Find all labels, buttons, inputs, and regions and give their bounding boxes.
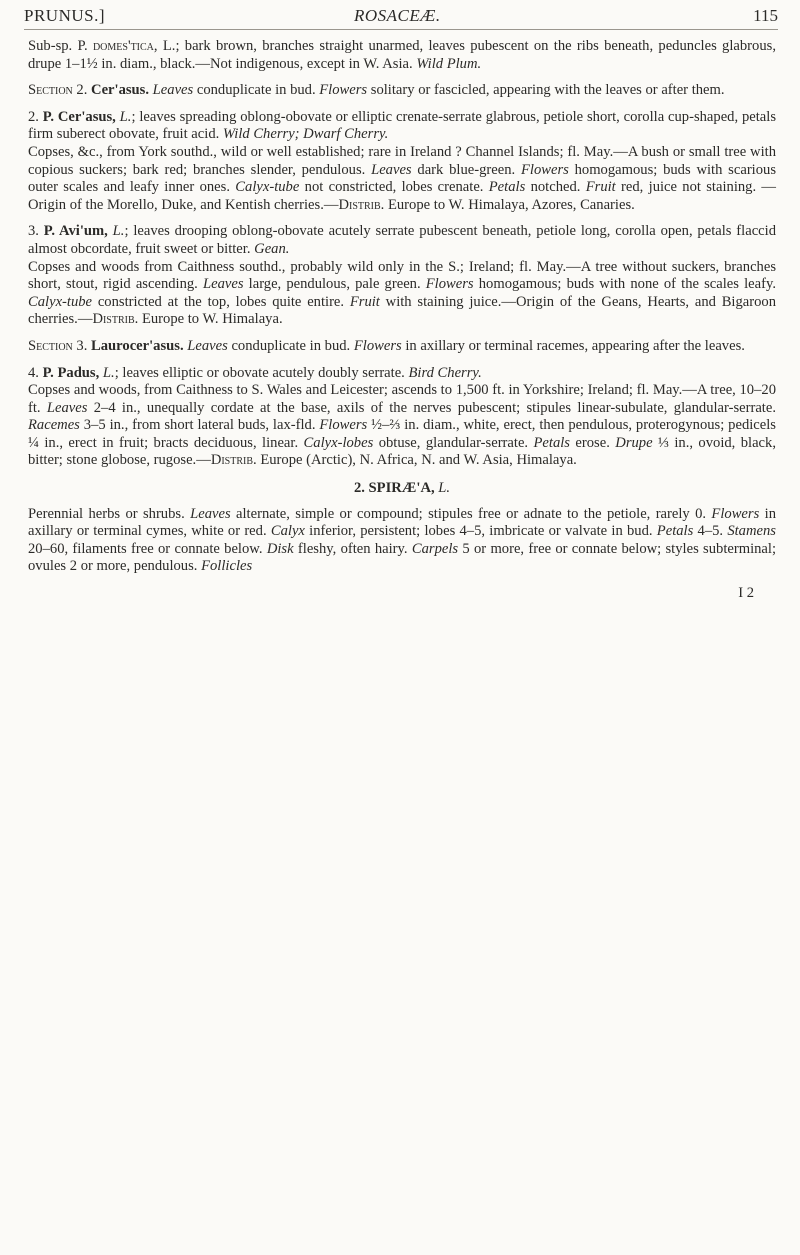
subspecies-domestica: Sub-sp. P. domes'tica, L.; bark brown, branches straight unarmed, leaves pubescent on the ribs beneath, peduncles glabrous, drupe 1–1½ in. diam., black.—Not indigenous, except in W. Asia. Wild Plum. — [28, 38, 776, 72]
header-rule — [24, 29, 778, 30]
signature-mark: I 2 — [738, 585, 754, 602]
genus-heading: 2. SPIRÆ'A, L. — [353, 480, 451, 497]
species-cerasus: 2. P. Cer'asus, L.; leaves spreading oblong-obovate or elliptic crenate-serrate glabrous, petiole short, corolla cup-shaped, petals firm suberect obovate, fruit acid. Wild Cherry; Dwarf Cherry. Copses, &c., from York southd., wild or well established; rare in Ireland ? Channel Islands; fl. May.—A bush or small tree with copious suckers; bark red; branches slender, pendulous. Leaves dark blue-green. Flowers homogamous; buds with scarious outer scales and leafy inner ones. Calyx-tube not constricted, lobes crenate. Petals notched. Fruit red, juice not staining. —Origin of the Morello, Duke, and Kentish cherries.—Distrib. Europe to W. Himalaya, Azores, Canaries. — [28, 108, 777, 213]
species-avium: 3. P. Avi'um, L.; leaves drooping oblong-obovate acutely serrate pubescent beneath, petiole long, corolla open, petals flaccid almost obcordate, fruit sweet or bitter. Gean. Copses and woods from Caithness southd., probably wild only in the S.; Ireland; fl. May.—A tree without suckers, branches short, stout, rigid ascending. Leaves large, pendulous, pale green. Flowers homogamous; buds with none of the scales leafy. Calyx-tube constricted at the top, lobes quite entire. Fruit with staining juice.—Origin of the Geans, Hearts, and Bigaroon cherries.—Distrib. Europe to W. Himalaya. — [28, 223, 777, 328]
section-cerasus: Section 2. Cer'asus. Leaves conduplicate in bud. Flowers solitary or fascicled, appearing with the leaves or after them. — [28, 82, 725, 99]
running-header — [24, 4, 778, 28]
header-genus: PRUNUS.] — [24, 6, 105, 25]
header-family: ROSACEÆ. — [354, 6, 441, 25]
section-laurocerasus: Section 3. Laurocer'asus. Leaves conduplicate in bud. Flowers in axillary or terminal racemes, appearing after the leaves. — [28, 337, 745, 354]
page-body — [28, 38, 776, 603]
genus-description: Perennial herbs or shrubs. Leaves alternate, simple or compound; stipules free or adnate to the petiole, rarely 0. Flowers in axillary or terminal cymes, white or red. Calyx inferior, persistent; lobes 4–5, imbricate or valvate in bud. Petals 4–5. Stamens 20–60, filaments free or connate below. Disk fleshy, often hairy. Carpels 5 or more, free or connate below; styles subterminal; ovules 2 or more, pendulous. Follicles — [28, 505, 777, 575]
page-number: 115 — [753, 6, 778, 25]
species-padus: 4. P. Padus, L.; leaves elliptic or obovate acutely doubly serrate. Bird Cherry. Copses and woods, from Caithness to S. Wales and Leicester; ascends to 1,500 ft. in Yorkshire; Ireland; fl. May.—A tree, 10–20 ft. Leaves 2–4 in., unequally cordate at the base, axils of the nerves pubescent; stipules linear-subulate, glandular-serrate. Racemes 3–5 in., from short lateral buds, lax-fld. Flowers ½–⅔ in. diam., white, erect, then pendulous, proterogynous; pedicels ¼ in., erect in fruit; bracts deciduous, linear. Calyx-lobes obtuse, glandular-serrate. Petals erose. Drupe ⅓ in., ovoid, black, bitter; stone globose, rugose.—Distrib. Europe (Arctic), N. Africa, N. and W. Asia, Himalaya. — [28, 364, 776, 469]
